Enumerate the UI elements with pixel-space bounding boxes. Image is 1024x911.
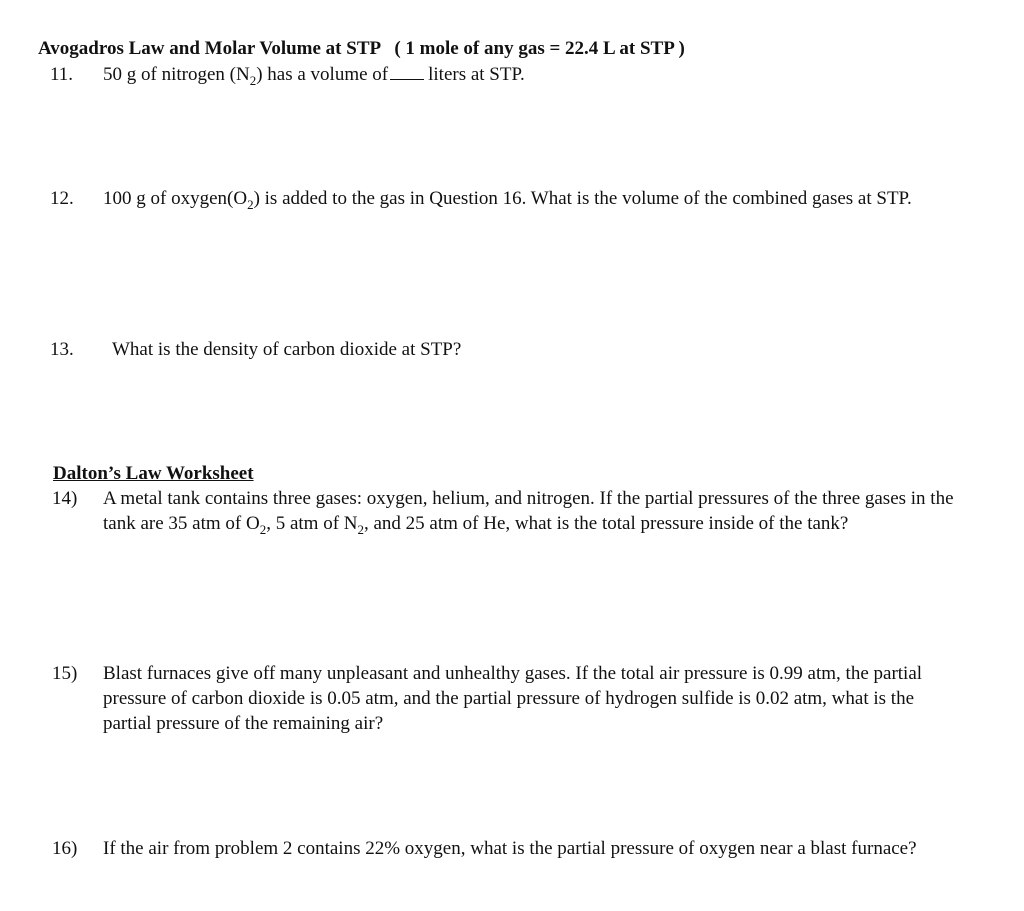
avogadro-title: Avogadros Law and Molar Volume at STP bbox=[38, 38, 381, 59]
question-text: A metal tank contains three gases: oxygen, helium, and nitrogen. If the partial pressures of the three gases in the tank are 35 atm of $O_2$, 5 atm of $N_2$, and 25 atm of He, what is the total pressure inside of the tank? bbox=[103, 488, 954, 537]
avogadro-note: ( 1 mole of any gas = 22.4 L at STP ) bbox=[394, 38, 685, 59]
question-number: 13. bbox=[50, 339, 74, 360]
question-number: 12. bbox=[50, 188, 74, 209]
answer-blank bbox=[390, 65, 424, 80]
question-16 bbox=[0, 836, 1024, 888]
question-13 bbox=[0, 337, 1024, 363]
question-number: 16) bbox=[52, 838, 78, 859]
question-text: 50 g of nitrogen $(N_2)$ has a volume of liters at STP. bbox=[103, 64, 525, 88]
question-15 bbox=[0, 661, 1024, 739]
avogadro-heading bbox=[38, 36, 685, 61]
question-14 bbox=[0, 486, 1024, 564]
question-11 bbox=[0, 62, 1024, 88]
question-text: Blast furnaces give off many unpleasant and unhealthy gases. If the total air pressure is 0.99 atm, the partial pressure of carbon dioxide is 0.05 atm, and the partial pressure of hydrogen sulfide is 0.02 atm, what is the partial pressure of the remaining air? bbox=[103, 663, 923, 734]
question-text: 100 g of $oxygen(O_2)$ is added to the gas in Question 16. What is the volume of the combined gases at STP. bbox=[103, 188, 912, 212]
dalton-heading: Dalton’s Law Worksheet bbox=[53, 463, 254, 484]
question-text: What is the density of carbon dioxide at STP? bbox=[112, 339, 462, 360]
question-text: If the air from problem 2 contains 22% oxygen, what is the partial pressure of oxygen near a blast furnace? bbox=[103, 838, 917, 859]
question-number: 11. bbox=[50, 64, 74, 85]
question-12 bbox=[0, 186, 1024, 238]
question-number: 15) bbox=[52, 663, 78, 684]
question-number: 14) bbox=[52, 488, 78, 509]
